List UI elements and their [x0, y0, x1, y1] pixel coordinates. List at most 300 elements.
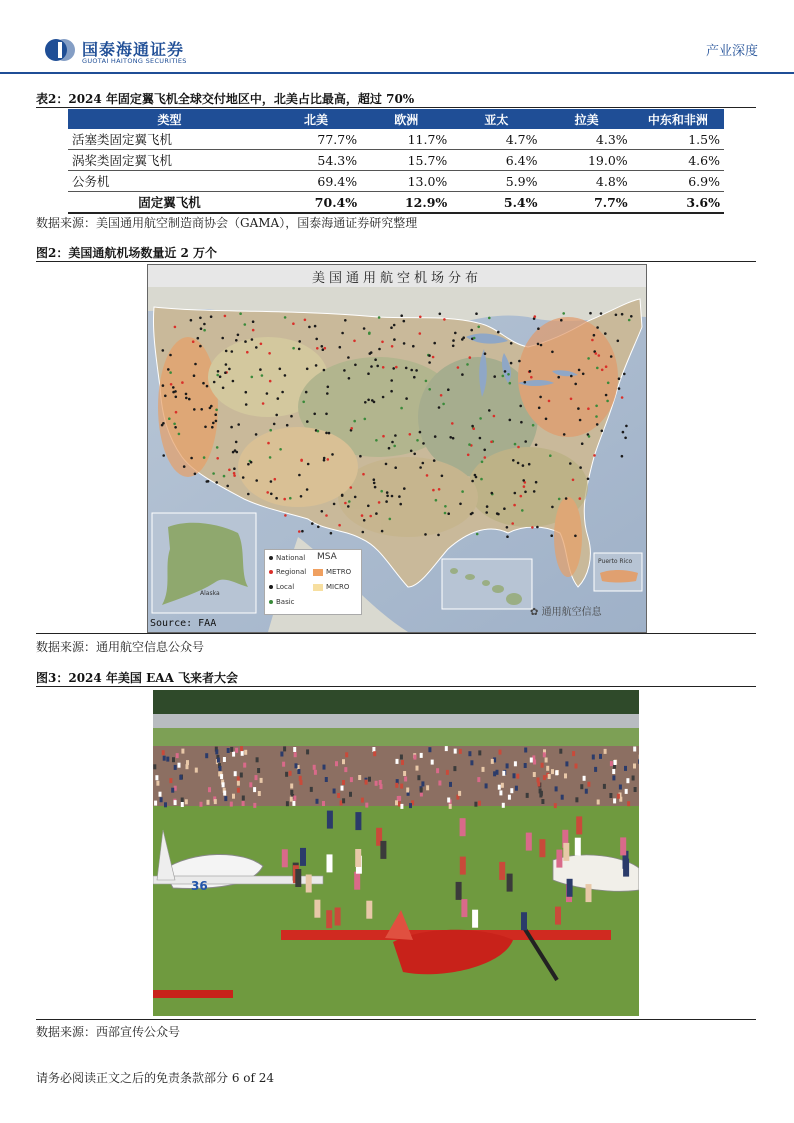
airport-dot — [560, 319, 563, 322]
crowd-person — [617, 794, 620, 799]
airport-dot — [606, 400, 609, 403]
airport-dot — [497, 513, 500, 516]
airport-dot — [212, 422, 215, 425]
crowd-person — [485, 783, 488, 788]
field-person — [555, 907, 561, 925]
airport-dot — [300, 495, 303, 498]
crowd-person — [548, 774, 551, 779]
airport-dot — [503, 507, 506, 510]
airport-dot — [233, 472, 236, 475]
crowd-person — [597, 800, 600, 805]
table-cell: 固定翼飞机 — [68, 192, 271, 214]
airport-dot — [192, 340, 195, 343]
airport-dot — [233, 467, 236, 470]
crowd-person — [373, 751, 376, 756]
airport-dot — [551, 506, 554, 509]
airport-dot — [442, 403, 445, 406]
airport-dot — [579, 419, 582, 422]
airport-dot — [233, 474, 236, 477]
airport-dot — [347, 356, 350, 359]
airport-dot — [398, 495, 401, 498]
airport-dot — [475, 312, 478, 315]
airport-dot — [316, 347, 319, 350]
airport-dot — [181, 381, 184, 384]
crowd-person — [478, 801, 481, 806]
crowd-person — [286, 801, 289, 806]
airport-dot — [451, 422, 454, 425]
airport-dot — [517, 462, 520, 465]
airport-dot — [190, 457, 193, 460]
crowd-person — [537, 782, 540, 787]
airport-dot — [390, 326, 393, 329]
crowd-person — [232, 752, 235, 757]
airport-dot — [266, 392, 269, 395]
crowd-person — [477, 777, 480, 782]
airport-dot — [364, 401, 367, 404]
crowd-person — [232, 794, 235, 799]
crowd-person — [599, 754, 602, 759]
airport-dot — [247, 463, 250, 466]
airport-dot — [247, 493, 250, 496]
airport-dot — [596, 326, 599, 329]
field-person — [563, 843, 569, 861]
field-person — [567, 879, 573, 897]
column-header: 亚太 — [451, 109, 541, 129]
airport-dot — [178, 433, 181, 436]
airport-dot — [570, 398, 573, 401]
airport-dot — [381, 530, 384, 533]
airport-dot — [390, 379, 393, 382]
airport-dot — [279, 368, 282, 371]
table-cell: 公务机 — [68, 171, 271, 192]
airport-dot — [591, 339, 594, 342]
crowd-person — [249, 782, 252, 787]
airport-dot — [374, 486, 377, 489]
table-cell: 70.4% — [271, 192, 361, 214]
airport-dot — [298, 348, 301, 351]
airport-dot — [251, 338, 254, 341]
airport-dot — [162, 422, 165, 425]
crowd-person — [260, 778, 263, 783]
crowd-person — [280, 752, 283, 757]
crowd-person — [156, 781, 159, 786]
crowd-person — [396, 759, 399, 764]
airport-dot — [488, 409, 491, 412]
crowd-person — [240, 746, 243, 751]
crowd-person — [234, 771, 237, 776]
crowd-person — [253, 787, 256, 792]
crowd-person — [468, 751, 471, 756]
airport-dot — [199, 317, 202, 320]
airport-dot — [323, 457, 326, 460]
airport-dot — [618, 387, 621, 390]
crowd-person — [478, 750, 481, 755]
airport-dot — [605, 365, 608, 368]
airport-dot — [466, 363, 469, 366]
airport-dot — [388, 447, 391, 450]
field-person — [380, 841, 386, 859]
table-cell: 3.6% — [632, 192, 724, 214]
crowd-person — [181, 798, 184, 803]
airport-dot — [394, 466, 397, 469]
field-person — [539, 839, 545, 857]
crowd-person — [594, 767, 597, 772]
airport-dot — [378, 501, 381, 504]
crowd-person — [502, 803, 505, 808]
airport-dot — [173, 423, 176, 426]
field-person — [499, 862, 505, 880]
airport-dot — [529, 370, 532, 373]
airport-dot — [595, 352, 598, 355]
airport-dot — [524, 381, 527, 384]
crowd-person — [242, 796, 245, 801]
crowd-person — [350, 777, 353, 782]
airport-dot — [215, 409, 218, 412]
airport-dot — [226, 485, 229, 488]
airport-dot — [315, 338, 318, 341]
airport-dot — [246, 351, 249, 354]
airport-dot — [363, 519, 366, 522]
airport-dot — [449, 436, 452, 439]
airport-dot — [395, 366, 398, 369]
puerto-rico-land — [600, 570, 638, 583]
crowd-person — [306, 749, 309, 754]
crowd-person — [580, 784, 583, 789]
airport-dot — [491, 492, 494, 495]
table-row — [68, 171, 724, 192]
caption-rule — [36, 107, 756, 108]
airport-dot — [502, 375, 505, 378]
legend-dot-icon — [269, 570, 273, 574]
crowd-person — [446, 770, 449, 775]
crowd-person — [282, 762, 285, 767]
legend-label: MICRO — [326, 583, 350, 591]
crowd-person — [533, 760, 536, 765]
airport-dot — [385, 500, 388, 503]
column-header: 北美 — [271, 109, 361, 129]
airport-dot — [550, 534, 553, 537]
airport-dot — [193, 408, 196, 411]
crowd-person — [178, 763, 181, 768]
airport-dot — [565, 497, 568, 500]
airport-dot — [202, 382, 205, 385]
crowd-person — [493, 771, 496, 776]
airport-dot — [175, 411, 178, 414]
airport-dot — [522, 479, 525, 482]
company-logo-icon — [44, 38, 76, 62]
airport-dot — [444, 505, 447, 508]
airport-dot — [211, 426, 214, 429]
airport-dot — [203, 456, 206, 459]
crowd-person — [459, 749, 462, 754]
airport-dot — [193, 374, 196, 377]
airport-dot — [410, 369, 413, 372]
airport-dot — [213, 381, 216, 384]
crowd-person — [539, 793, 542, 798]
airport-dot — [621, 396, 624, 399]
airport-dot — [354, 496, 357, 499]
field-person — [521, 912, 527, 930]
airport-dot — [572, 479, 575, 482]
airport-dot — [267, 442, 270, 445]
crowd-person — [241, 751, 244, 756]
field-person — [576, 816, 582, 834]
airshow-photo-illustration — [153, 690, 639, 1016]
airport-dot — [382, 396, 385, 399]
crowd-person — [186, 764, 189, 769]
airport-dot — [228, 368, 231, 371]
crowd-person — [163, 756, 166, 761]
airport-dot — [598, 354, 601, 357]
crowd-person — [406, 788, 409, 793]
table-cell: 6.4% — [451, 150, 541, 171]
figure-rule — [36, 633, 756, 634]
airport-dot — [244, 340, 247, 343]
legend-item — [269, 554, 305, 562]
airport-dot — [434, 435, 437, 438]
crowd-person — [220, 774, 223, 779]
crowd-person — [290, 784, 293, 789]
legend-label: Basic — [276, 598, 295, 606]
airport-dot — [533, 490, 536, 493]
airport-dot — [306, 368, 309, 371]
airport-dot — [286, 424, 289, 427]
airport-dot — [483, 449, 486, 452]
airport-dot — [305, 391, 308, 394]
airport-dot — [471, 480, 474, 483]
crowd-person — [174, 765, 177, 770]
crowd-person — [506, 763, 509, 768]
crowd-person — [543, 775, 546, 780]
far-field — [153, 728, 639, 746]
table-cell: 54.3% — [271, 150, 361, 171]
eaa-airshow-photo — [153, 690, 639, 1016]
crowd-person — [400, 804, 403, 809]
crowd-person — [172, 757, 175, 762]
airport-dot — [185, 397, 188, 400]
crowd-person — [436, 768, 439, 773]
airport-dot — [523, 485, 526, 488]
airport-dot — [557, 376, 560, 379]
crowd-person — [587, 782, 590, 787]
crowd-person — [240, 773, 243, 778]
crowd-person — [294, 752, 297, 757]
airport-dot — [403, 487, 406, 490]
airport-dot — [255, 433, 258, 436]
airport-dot — [548, 400, 551, 403]
airport-dot — [323, 459, 326, 462]
crowd-person — [516, 774, 519, 779]
field-person — [354, 872, 360, 890]
airport-dot — [325, 514, 328, 517]
airport-dot — [596, 423, 599, 426]
airport-dot — [237, 423, 240, 426]
figure-caption: 图3：2024 年美国 EAA 飞来者大会 — [36, 671, 239, 685]
airport-dot — [375, 439, 378, 442]
airport-dot — [490, 441, 493, 444]
airport-dot — [328, 432, 331, 435]
airport-dot — [535, 444, 538, 447]
airport-dot — [386, 495, 389, 498]
airport-dot — [279, 448, 282, 451]
airport-dot — [225, 363, 228, 366]
crowd-person — [181, 802, 184, 807]
airport-dot — [393, 338, 396, 341]
airport-dot — [200, 408, 203, 411]
airport-dot — [327, 386, 330, 389]
airport-dot — [461, 490, 464, 493]
airport-dot — [373, 482, 376, 485]
airport-dot — [476, 533, 479, 536]
airport-dot — [162, 384, 165, 387]
airport-dot — [376, 365, 379, 368]
airport-dot — [269, 380, 272, 383]
airport-dot — [506, 526, 509, 529]
airport-dot — [481, 461, 484, 464]
field-person — [314, 900, 320, 918]
crowd-person — [524, 763, 527, 768]
crowd-person — [223, 757, 226, 762]
field-person — [460, 818, 466, 836]
airport-dot — [413, 376, 416, 379]
airport-dot — [415, 369, 418, 372]
airport-dot — [582, 373, 585, 376]
airport-dot — [216, 374, 219, 377]
crowd-person — [400, 755, 403, 760]
airport-dot — [520, 421, 523, 424]
crowd-person — [510, 788, 513, 793]
field-person — [456, 882, 462, 900]
crowd-person — [195, 768, 198, 773]
airport-dot — [485, 511, 488, 514]
airport-dot — [255, 479, 258, 482]
crowd-person — [508, 795, 511, 800]
airport-dot — [574, 383, 577, 386]
table-cell: 12.9% — [361, 192, 451, 214]
airport-dot — [452, 345, 455, 348]
table-cell: 5.9% — [451, 171, 541, 192]
crowd-person — [561, 795, 564, 800]
airport-dot — [224, 371, 227, 374]
crowd-person — [227, 748, 230, 753]
airport-dot — [454, 332, 457, 335]
airport-dot — [435, 499, 438, 502]
airport-dot — [521, 509, 524, 512]
aircraft-number: 36 — [191, 879, 208, 893]
column-header: 拉美 — [542, 109, 632, 129]
airport-dot — [479, 437, 482, 440]
legend-heading: MSA — [317, 552, 337, 562]
airport-dot — [228, 469, 231, 472]
airport-dot — [270, 480, 273, 483]
crowd-person — [633, 764, 636, 769]
airport-dot — [535, 481, 538, 484]
airport-dot — [209, 407, 212, 410]
airport-dot — [473, 337, 476, 340]
airport-dot — [203, 329, 206, 332]
table-cell: 7.7% — [542, 192, 632, 214]
table-cell: 6.9% — [632, 171, 724, 192]
airport-dot — [284, 316, 287, 319]
airport-dot — [438, 406, 441, 409]
airport-dot — [275, 497, 278, 500]
crowd-person — [575, 764, 578, 769]
crowd-person — [176, 753, 179, 758]
crowd-person — [564, 773, 567, 778]
airport-dot — [537, 343, 540, 346]
crowd-person — [358, 775, 361, 780]
crowd-person — [181, 749, 184, 754]
airport-dot — [394, 434, 397, 437]
crowd-person — [342, 759, 345, 764]
airport-dot — [374, 358, 377, 361]
airport-dot — [601, 369, 604, 372]
legend-item — [269, 568, 306, 576]
airport-dot — [610, 355, 613, 358]
airport-dot — [520, 495, 523, 498]
crowd-person — [289, 771, 292, 776]
airport-dot — [422, 442, 425, 445]
airport-dot — [511, 522, 514, 525]
airport-dot — [175, 396, 178, 399]
airport-dot — [390, 390, 393, 393]
airport-dot — [269, 456, 272, 459]
crowd-person — [541, 799, 544, 804]
crowd-person — [632, 776, 635, 781]
airport-map-figure — [147, 264, 647, 633]
airport-dot — [217, 370, 220, 373]
airport-dot — [558, 498, 561, 501]
crowd-person — [174, 800, 177, 805]
airport-dot — [422, 462, 425, 465]
airport-dot — [532, 424, 535, 427]
airport-dot — [479, 417, 482, 420]
airport-dot — [562, 312, 565, 315]
legend-dot-icon — [269, 600, 273, 604]
airport-dot — [362, 531, 365, 534]
crowd-person — [244, 750, 247, 755]
crowd-person — [491, 759, 494, 764]
airport-dot — [440, 394, 443, 397]
airport-dot — [302, 401, 305, 404]
airport-dot — [400, 407, 403, 410]
airport-dot — [206, 385, 209, 388]
airport-dot — [231, 350, 234, 353]
crowd-person — [524, 748, 527, 753]
crowd-person — [428, 747, 431, 752]
airport-dot — [244, 323, 247, 326]
figure-source-note: 数据来源：通用航空信息公众号 — [36, 640, 205, 654]
airport-dot — [399, 503, 402, 506]
crowd-person — [333, 789, 336, 794]
airport-dot — [216, 457, 219, 460]
airport-dot — [251, 376, 254, 379]
airport-dot — [359, 455, 362, 458]
crowd-person — [498, 785, 501, 790]
legend-item — [313, 568, 351, 576]
crowd-person — [533, 772, 536, 777]
field-person — [355, 812, 361, 830]
airport-dot — [419, 431, 422, 434]
airport-dot — [432, 356, 435, 359]
table-cell: 77.7% — [271, 129, 361, 150]
airport-dot — [344, 502, 347, 505]
crowd-person — [625, 789, 628, 794]
airport-dot — [214, 413, 217, 416]
legend-swatch-icon — [313, 584, 323, 591]
crowd-person — [185, 799, 188, 804]
airport-dot — [221, 337, 224, 340]
